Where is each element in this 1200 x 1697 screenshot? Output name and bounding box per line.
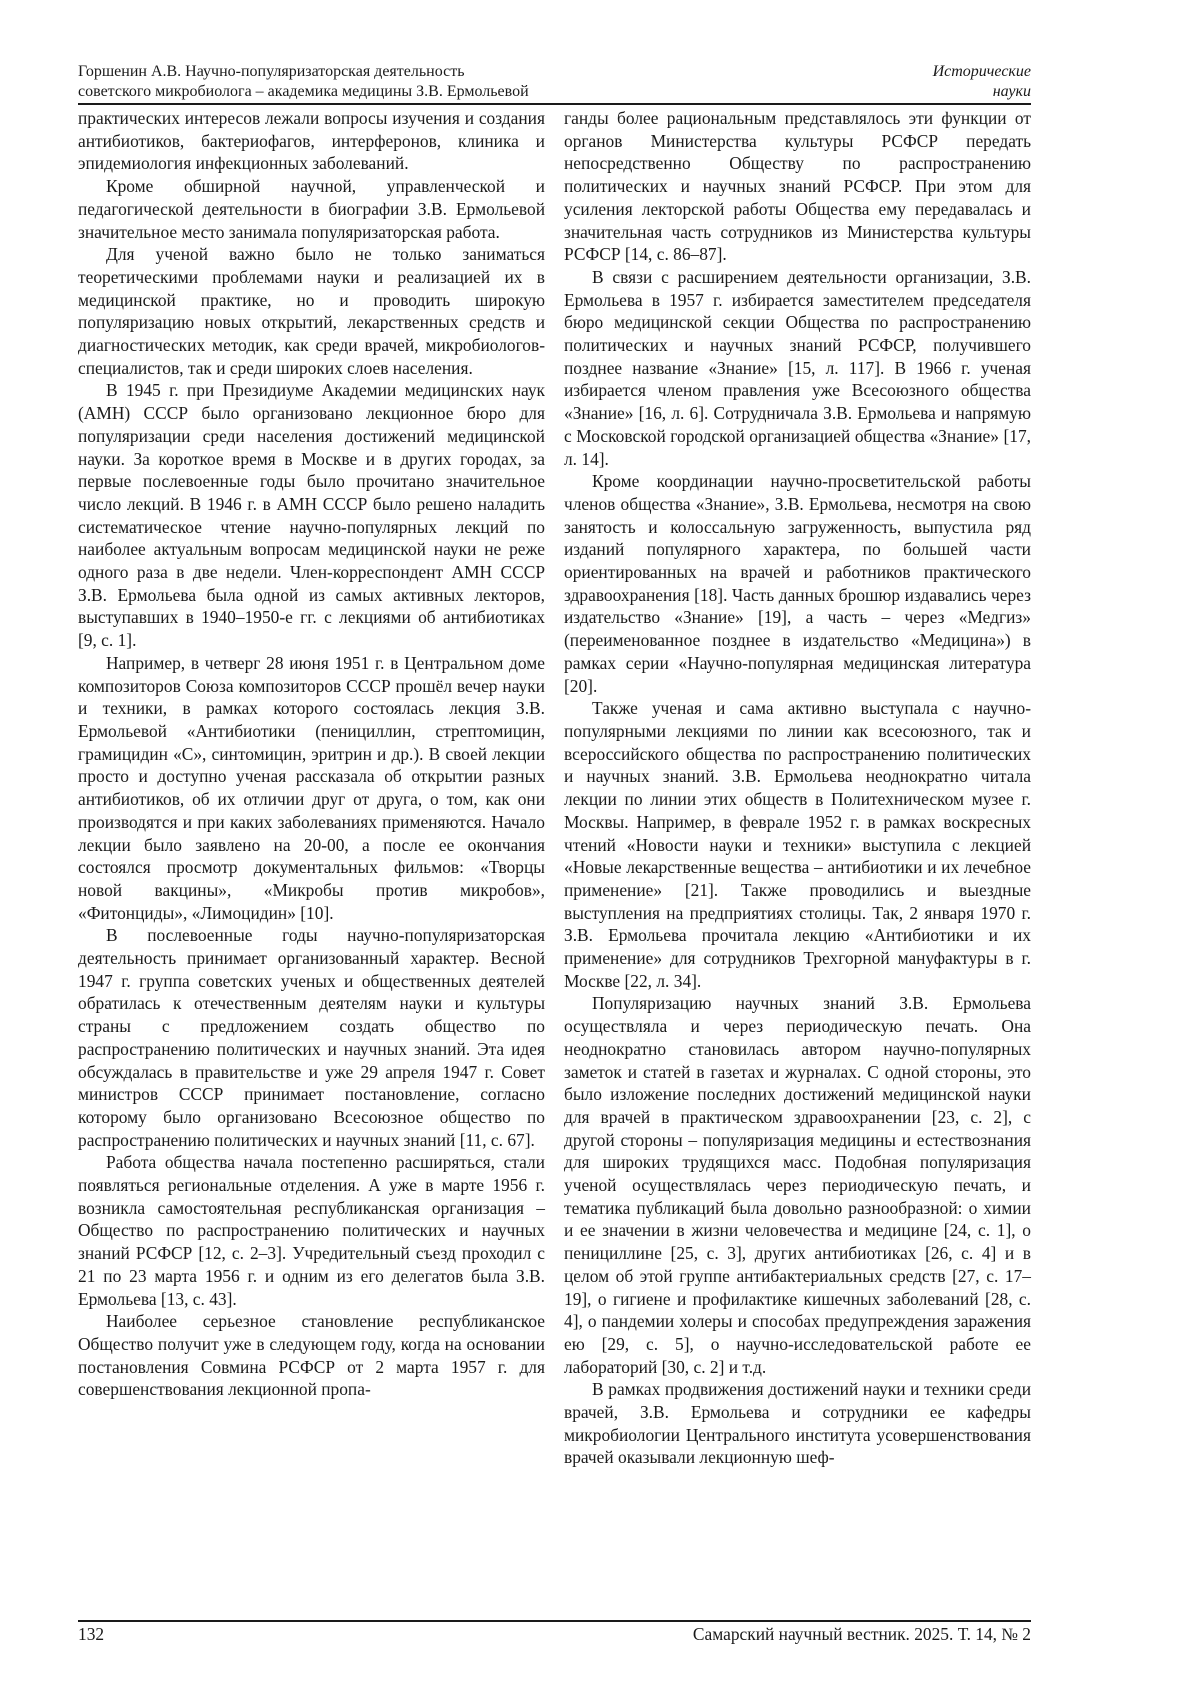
right-column: [564, 107, 1031, 1620]
paragraph: В послевоенные годы научно-популяризаторская деятельность принимает организованный характер. Весной 1947 г. группа советских ученых и общественных деятелей обратилась к отечественным деятелям науки и культуры страны с предложением создать общество по распространению политических и научных знаний. Эта идея обсуждалась в правительстве и уже 29 апреля 1947 г. Совет министров СССР принимает постановление, согласно которому было организовано Всесоюзное общество по распространению политических и научных знаний [11, с. 67].: [78, 925, 545, 1150]
paragraph: Популяризацию научных знаний З.В. Ермольева осуществляла и через периодическую печать. Она неоднократно становилась автором научно-популярных заметок и статей в газетах и журналах. С одной стороны, это было изложение последних достижений медицинской науки для врачей в практическом здравоохранении [23, с. 2], с другой стороны – популяризация медицины и естествознания для широких трудящихся масс. Подобная популяризация ученой осуществлялась через периодическую печать, и тематика публикаций была довольно разнообразной: о химии и ее значении в жизни человечества и медицине [24, с. 1], о пенициллине [25, с. 3], других антибиотиках [26, с. 4] и в целом об этой группе антибактериальных средств [27, с. 17–19], о гигиене и профилактике кишечных заболеваний [28, с. 4], о пандемии холеры и способах предупреждения заражения ею [29, с. 5], о научно-исследовательской работе ее лабораторий [30, с. 2] и т.д.: [564, 993, 1031, 1377]
left-column: [78, 107, 545, 1620]
section-name-line2: науки: [992, 83, 1031, 100]
paragraph: Работа общества начала постепенно расширяться, стали появляться региональные отделения. А уже в марте 1956 г. возникла самостоятельная республиканская организация – Общество по распространению политических и научных знаний РСФСР [12, с. 2–3]. Учредительный съезд проходил с 21 по 23 марта 1956 г. и одним из его делегатов была З.В. Ермольева [13, с. 43].: [78, 1152, 545, 1309]
body-columns: [78, 107, 1031, 1620]
page-number: 132: [78, 1624, 105, 1644]
header-subtitle: советского микробиолога – академика медицины З.В. Ермольевой: [78, 83, 529, 100]
paragraph: Кроме координации научно-просветительской работы членов общества «Знание», З.В. Ермольева, несмотря на свою занятость и колоссальную загруженность, выпустила ряд изданий популярного характера, по большей части ориентированных на врачей и работников практического здравоохранения [18]. Часть данных брошюр издавались через издательство «Знание» [19], а часть – через «Медгиз» (переименованное позднее в издательство «Медицина») в рамках серии «Научно-популярная медицинская литература [20].: [564, 471, 1031, 696]
paragraph: Кроме обширной научной, управленческой и педагогической деятельности в биографии З.В. Ермольевой значительное место занимала популяризаторская работа.: [78, 176, 545, 242]
paragraph: Наиболее серьезное становление республиканское Общество получит уже в следующем году, когда на основании постановления Совмина РСФСР от 2 марта 1957 г. для совершенствования лекционной пропа-: [78, 1311, 545, 1400]
journal-citation: Самарский научный вестник. 2025. Т. 14, № 2: [692, 1624, 1031, 1644]
paragraph: ганды более рациональным представлялось эти функции от органов Министерства культуры РСФСР передать непосредственно Обществу по распространению политических и научных знаний РСФСР. При этом для усиления лекторской работы Общества ему передавалась и значительная часть сотрудников из Министерства культуры РСФСР [14, с. 86–87].: [564, 108, 1031, 265]
running-header: [78, 62, 1031, 105]
paragraph: Также ученая и сама активно выступала с научно-популярными лекциями по линии как всесоюзного, так и всероссийского общества по распространению политических и научных знаний. З.В. Ермольева неоднократно читала лекции по линии этих обществ в Политехническом музее г. Москвы. Например, в феврале 1952 г. в рамках воскресных чтений «Новости науки и техники» выступила с лекцией «Новые лекарственные вещества – антибиотики и их лечебное применение» [21]. Также проводились и выездные выступления на предприятиях столицы. Так, 2 января 1970 г. З.В. Ермольева прочитала лекцию «Антибиотики и их применение» для сотрудников Трехгорной мануфактуры в г. Москве [22, л. 34].: [564, 698, 1031, 991]
paragraph: В связи с расширением деятельности организации, З.В. Ермольева в 1957 г. избирается заместителем председателя бюро медицинской секции Общества по распространению политических и научных знаний РСФСР, получившего позднее название «Знание» [15, л. 117]. В 1966 г. ученая избирается членом правления уже Всесоюзного общества «Знание» [16, л. 6]. Сотрудничала З.В. Ермольева и напрямую с Московской городской организацией общества «Знание» [17, л. 14].: [564, 266, 1031, 469]
paragraph: Например, в четверг 28 июня 1951 г. в Центральном доме композиторов Союза композиторов СССР прошёл вечер науки и техники, в рамках которого состоялась лекция З.В. Ермольевой «Антибиотики (пенициллин, стрептомицин, грамицидин «С», синтомицин, эритрин и др.). В своей лекции просто и доступно ученая рассказала об открытии разных антибиотиков, об их отличии друг от друга, о том, как они производятся и при каких заболеваниях применяются. Начало лекции было заявлено на 20-00, а после ее окончания состоялся просмотр документальных фильмов: «Творцы новой вакцины», «Микробы против микробов», «Фитонциды», «Лимоцидин» [10].: [78, 652, 545, 923]
paragraph: Для ученой важно было не только заниматься теоретическими проблемами науки и реализацией их в медицинской практике, но и проводить широкую популяризацию новых открытий, лекарственных средств и диагностических методик, как среди врачей, микробиологов-специалистов, так и среди широких слоев населения.: [78, 244, 545, 378]
journal-page: [78, 62, 1031, 1646]
article-reference: [78, 62, 529, 102]
section-name: [933, 62, 1031, 102]
page-footer: [78, 1620, 1031, 1646]
header-author-title: Горшенин А.В. Научно-популяризаторская деятельность: [78, 63, 465, 80]
paragraph: практических интересов лежали вопросы изучения и создания антибиотиков, бактериофагов, интерферонов, клиника и эпидемиология инфекционных заболеваний.: [78, 108, 545, 174]
paragraph: В рамках продвижения достижений науки и техники среди врачей, З.В. Ермольева и сотрудники ее кафедры микробиологии Центрального института усовершенствования врачей оказывали лекционную шеф-: [564, 1379, 1031, 1468]
section-name-line1: Исторические: [932, 63, 1031, 80]
paragraph: В 1945 г. при Президиуме Академии медицинских наук (АМН) СССР было организовано лекционное бюро для популяризации среди населения достижений медицинской науки. За короткое время в Москве и в других городах, за первые послевоенные годы было прочитано значительное число лекций. В 1946 г. в АМН СССР было решено наладить систематическое чтение научно-популярных лекций по наиболее актуальным вопросам медицинской науки не реже одного раза в две недели. Член-корреспондент АМН СССР З.В. Ермольева была одной из самых активных лекторов, выступавших в 1940–1950-е гг. с лекциями об антибиотиках [9, с. 1].: [78, 380, 545, 651]
